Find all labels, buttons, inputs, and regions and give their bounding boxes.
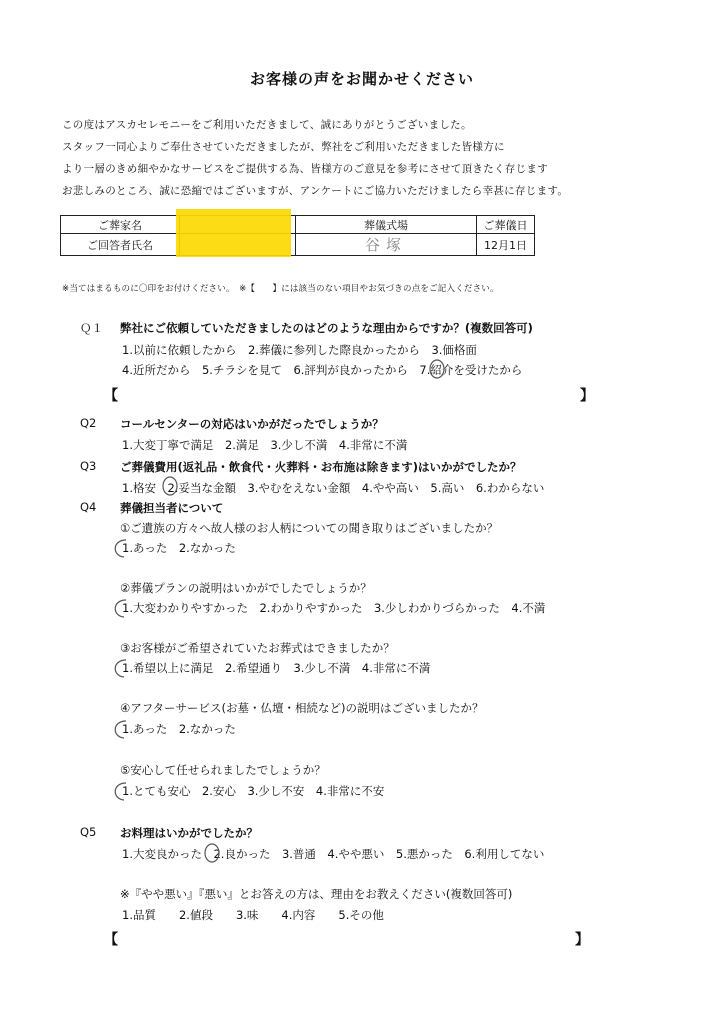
- q2-options: 1.大変丁寧で満足 2.満足 3.少し不満 4.非常に不満: [122, 438, 408, 452]
- q3-text: ご葬儀費用(返礼品・飲食代・火葬料・お布施は除きます)はいかがでしたか？: [120, 460, 522, 474]
- q4-options2: 1.大変わかりやすかった 2.わかりやすかった 3.少しわかりづらかった 4.不満: [122, 601, 546, 615]
- q4-sub4: ④アフターサービス(お墓・仏壇・相続など)の説明はございましたか？: [120, 701, 484, 715]
- q4-options4: 1.あった 2.なかった: [122, 722, 236, 736]
- q4-text: 葬儀担当者について: [120, 501, 224, 515]
- q4-options5: 1.とても安心 2.安心 3.少し不安 4.非常に不安: [122, 784, 385, 798]
- q1-number: Ｑ１: [80, 321, 103, 335]
- q3-options: 1.格安 2.妥当な金額 3.やむをえない金額 4.やや高い 5.高い 6.わからない: [122, 481, 545, 495]
- q4-sub1: ①ご遺族の方々へ故人様のお人柄についての聞き取りはございましたか？: [120, 521, 499, 535]
- q2-number: Q2: [80, 416, 97, 430]
- q4-number: Q4: [80, 500, 97, 514]
- q4-options1: 1.あった 2.なかった: [122, 541, 236, 555]
- q2-text: コールセンターの対応はいかがだったでしょうか？: [120, 417, 384, 431]
- intro-line: お悲しみのところ、誠に恐縮ではございますが、アンケートにご協力いただけましたら幸甚に存じます。: [62, 185, 569, 197]
- q4-options3: 1.希望以上に満足 2.希望通り 3.少し不満 4.非常に不満: [122, 661, 431, 675]
- q5-options: 1.大変良かった 2.良かった 3.普通 4.やや悪い 5.悪かった 6.利用してない: [122, 847, 545, 861]
- info-table: [60, 215, 535, 256]
- q1-options-line1: 1.以前に依頼したから 2.葬儀に参列した際良かったから 3.価格面: [122, 343, 477, 357]
- date-value: 12月1日: [477, 234, 535, 256]
- intro-line: より一層のきめ細やかなサービスをご提供する為、皆様方のご意見を参考にさせて頂きたく存じます: [62, 163, 548, 175]
- intro-line: スタッフ一同心よりご奉仕させていただきましたが、弊社をご利用いただきました皆様方に: [62, 141, 505, 153]
- date-label: ご葬儀日: [477, 216, 535, 234]
- q1-options-line2: 4.近所だから 5.チラシを見て 6.評判が良かったから 7.紹介を受けたから: [122, 363, 523, 377]
- instruction-note: ※当てはまるものに〇印をお付けください。 ※【 】には該当のない項目やお気づきの点をご記入ください。: [62, 284, 499, 294]
- venue-handwriting: 谷塚: [364, 236, 407, 254]
- q5-followup: ※『やや悪い』『悪い』とお答えの方は、理由をお教えください(複数回答可): [120, 887, 513, 901]
- redaction-highlight: [176, 209, 291, 257]
- q5-number: Q5: [80, 825, 97, 839]
- q1-bracket-close: 】: [580, 388, 594, 404]
- q4-sub3: ③お客様がご希望されていたお葬式はできましたか？: [120, 641, 395, 655]
- venue-label: 葬儀式場: [296, 216, 477, 234]
- q3-number: Q3: [80, 459, 97, 473]
- q5-bracket-close: 】: [575, 932, 589, 948]
- venue-value: [296, 234, 477, 256]
- q5-bracket-open: 【: [104, 932, 118, 948]
- q5-text: お料理はいかがでしたか？: [120, 826, 258, 840]
- page-title: お客様の声をお聞かせください: [249, 70, 474, 88]
- q5-reasons: 1.品質 2.値段 3.味 4.内容 5.その他: [122, 908, 384, 922]
- q1-bracket-open: 【: [104, 388, 118, 404]
- respondent-label: ご回答者氏名: [61, 234, 180, 256]
- q4-sub5: ⑤安心して任せられましたでしょうか？: [120, 763, 326, 777]
- family-label: ご葬家名: [61, 216, 180, 234]
- q4-sub2: ②葬儀プランの説明はいかがでしたでしょうか？: [120, 581, 372, 595]
- intro-line: この度はアスカセレモニーをご利用いただきまして、誠にありがとうございました。: [62, 119, 472, 131]
- q1-text: 弊社にご依頼していただきましたのはどのような理由からですか？(複数回答可): [120, 321, 533, 335]
